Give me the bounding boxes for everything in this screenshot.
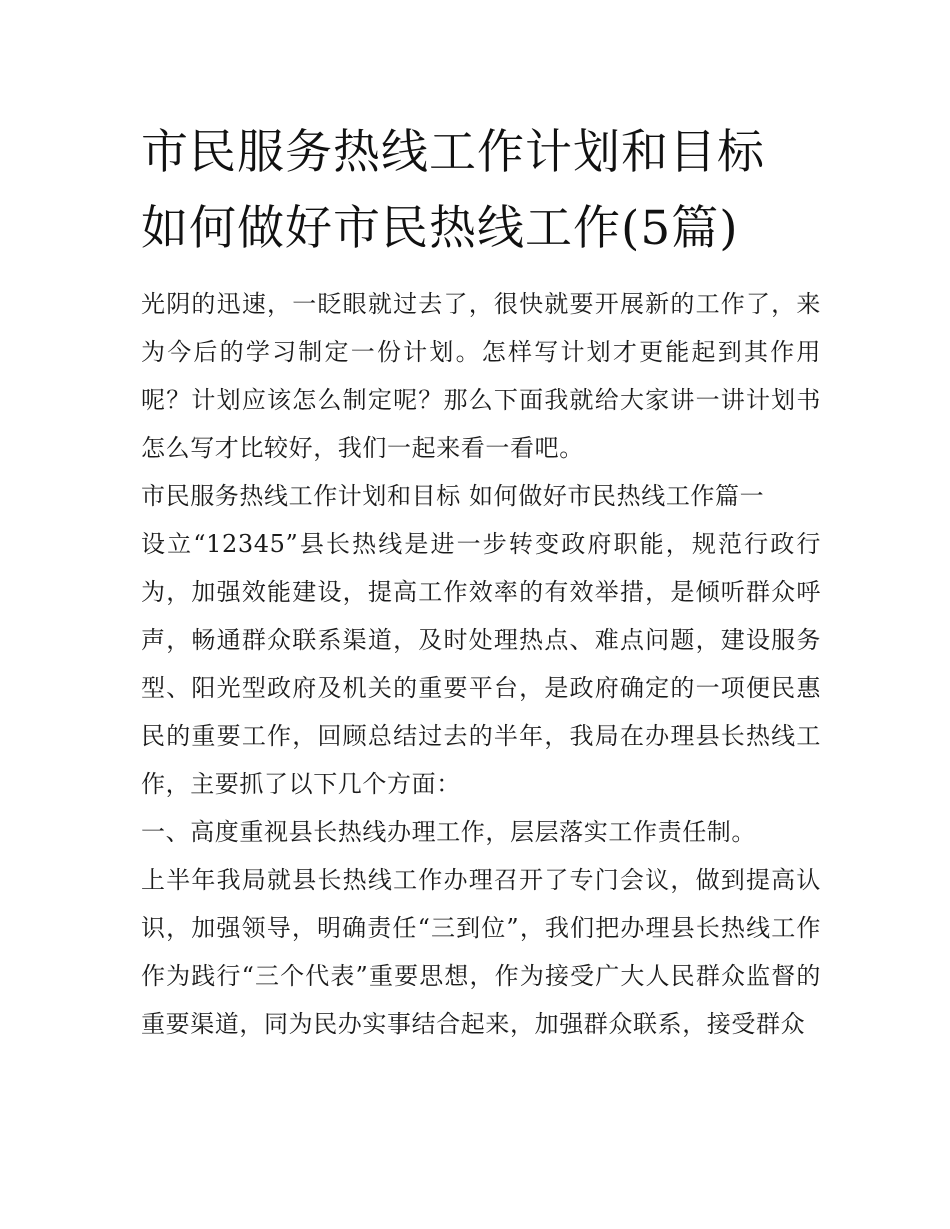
document-body xyxy=(141,280,821,1048)
body-paragraph: 上半年我局就县长热线工作办理召开了专门会议，做到提高认识，加强领导，明确责任“三到位”，我们把办理县长热线工作作为践行“三个代表”重要思想，作为接受广大人民群众监督的重要渠道，同为民办实事结合起来，加强群众联系，接受群众 xyxy=(141,866,821,1038)
document-title: 市民服务热线工作计划和目标 如何做好市民热线工作(5篇) xyxy=(141,125,765,256)
body-paragraph: 设立“12345”县长热线是进一步转变政府职能，规范行政行为，加强效能建设，提高工作效率的有效举措，是倾听群众呼声，畅通群众联系渠道，及时处理热点、难点问题，建设服务型、阳光型政府及机关的重要平台，是政府确定的一项便民惠民的重要工作，回顾总结过去的半年，我局在办理县长热线工作，主要抓了以下几个方面： xyxy=(141,530,821,798)
section-heading: 市民服务热线工作计划和目标 如何做好市民热线工作篇一 xyxy=(141,482,765,510)
subsection-heading: 一、高度重视县长热线办理工作，层层落实工作责任制。 xyxy=(141,818,756,846)
intro-paragraph: 光阴的迅速，一眨眼就过去了，很快就要开展新的工作了，来为今后的学习制定一份计划。怎样写计划才更能起到其作用呢？计划应该怎么制定呢？那么下面我就给大家讲一讲计划书怎么写才比较好，我们一起来看一看吧。 xyxy=(141,290,821,462)
